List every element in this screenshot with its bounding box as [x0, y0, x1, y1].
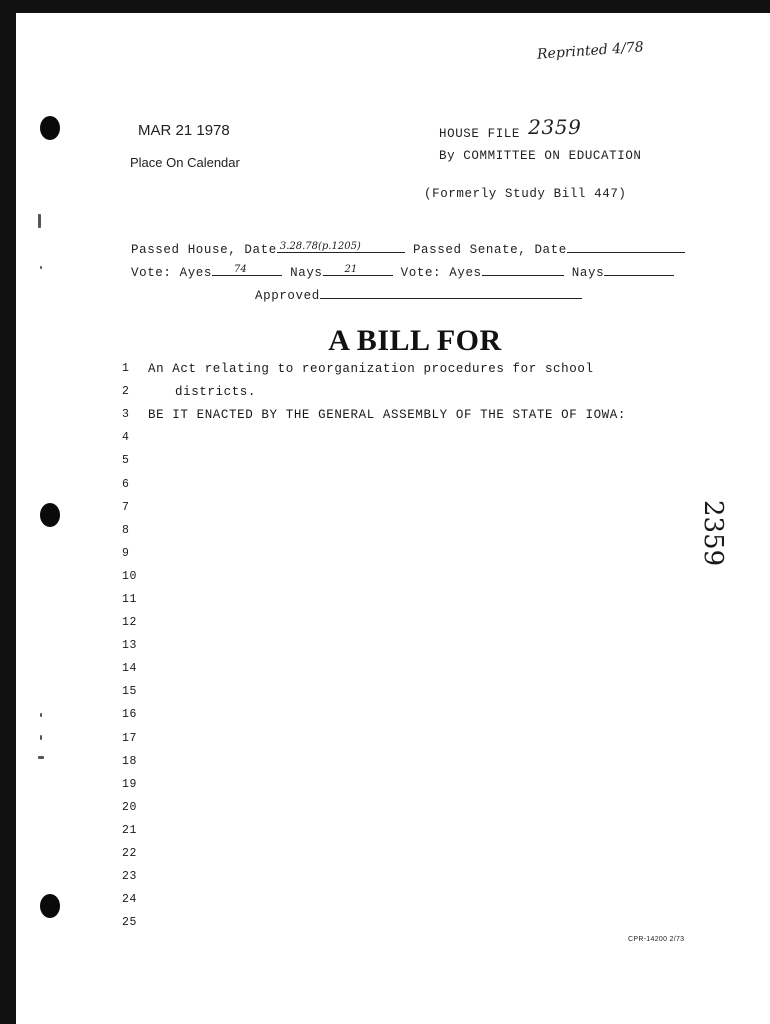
calendar-stamp: Place On Calendar — [130, 155, 240, 170]
line-number: 4 — [122, 431, 130, 445]
approved-blank — [320, 286, 582, 299]
bill-line — [122, 426, 626, 449]
bill-line — [122, 911, 626, 934]
line-number: 20 — [122, 800, 138, 814]
bill-line — [122, 634, 626, 657]
senate-ayes-label: Vote: Ayes — [400, 266, 482, 280]
house-nays-label: Nays — [290, 266, 323, 280]
approved-line — [255, 286, 582, 303]
line-text: An Act relating to reorganization procedures for school — [148, 361, 594, 376]
line-number: 16 — [122, 708, 138, 722]
bill-line — [122, 727, 626, 750]
line-number: 19 — [122, 777, 138, 791]
by-line: By COMMITTEE ON EDUCATION — [439, 149, 642, 163]
bill-title: A BILL FOR — [328, 324, 502, 357]
senate-ayes-blank — [482, 263, 564, 276]
line-text: BE IT ENACTED BY THE GENERAL ASSEMBLY OF THE STATE OF IOWA: — [148, 407, 626, 422]
house-ayes-blank — [212, 263, 282, 276]
punch-hole — [40, 503, 60, 527]
senate-nays-label: Nays — [571, 266, 605, 280]
line-number: 22 — [122, 847, 138, 861]
bill-line — [122, 565, 626, 588]
line-number: 17 — [122, 731, 138, 745]
bill-line — [122, 380, 626, 403]
line-number: 13 — [122, 639, 138, 653]
bill-line — [122, 750, 626, 773]
bill-line — [122, 842, 626, 865]
passed-line — [131, 240, 685, 257]
bill-line — [122, 542, 626, 565]
bill-line — [122, 588, 626, 611]
approved-label: Approved — [255, 289, 320, 303]
bill-line — [122, 819, 626, 842]
bill-line — [122, 796, 626, 819]
line-number: 25 — [122, 916, 138, 930]
passed-house-date: 3.28.78(p.1205) — [279, 241, 361, 252]
margin-file-number: 2359 — [698, 500, 728, 567]
bill-line — [122, 773, 626, 796]
line-number: 1 — [122, 362, 130, 376]
house-nays-value: 21 — [344, 264, 358, 275]
bill-lines — [122, 357, 626, 934]
bill-line — [122, 888, 626, 911]
bill-line — [122, 611, 626, 634]
line-number: 9 — [122, 546, 130, 560]
house-ayes-label: Vote: Ayes — [131, 266, 213, 280]
line-number: 10 — [122, 569, 138, 583]
date-stamp: MAR 21 1978 — [138, 122, 230, 139]
bill-line — [122, 403, 626, 426]
house-ayes-value: 74 — [234, 264, 247, 275]
line-text: districts. — [175, 384, 257, 399]
vote-line — [131, 263, 674, 280]
line-number: 14 — [122, 662, 138, 676]
scan-speck — [40, 735, 42, 740]
bill-line — [122, 449, 626, 472]
line-number: 3 — [122, 408, 130, 422]
bill-line — [122, 657, 626, 680]
line-number: 2 — [122, 385, 130, 399]
passed-senate-blank — [567, 240, 685, 253]
line-number: 21 — [122, 823, 138, 837]
scan-speck — [38, 214, 41, 228]
scan-top-edge — [0, 0, 770, 13]
form-code: CPR-14200 2/73 — [628, 936, 685, 943]
house-file-heading — [439, 115, 582, 142]
line-number: 18 — [122, 754, 138, 768]
punch-hole — [40, 894, 60, 918]
house-file-label: HOUSE FILE — [439, 127, 521, 141]
formerly-line: (Formerly Study Bill 447) — [424, 187, 627, 201]
line-number: 23 — [122, 870, 138, 884]
line-number: 7 — [122, 500, 130, 514]
scan-left-edge — [0, 0, 16, 1024]
house-nays-blank — [323, 263, 393, 276]
passed-house-blank — [277, 240, 405, 253]
line-number: 8 — [122, 523, 130, 537]
line-number: 15 — [122, 685, 138, 699]
scan-speck — [38, 756, 44, 759]
bill-line — [122, 703, 626, 726]
bill-line — [122, 496, 626, 519]
scan-speck — [40, 713, 42, 717]
line-number: 12 — [122, 616, 138, 630]
reprinted-note: Reprinted 4/78 — [536, 39, 645, 63]
passed-senate-label: Passed Senate, Date — [412, 243, 567, 257]
line-number: 24 — [122, 893, 138, 907]
house-file-number: 2359 — [528, 115, 582, 139]
senate-nays-blank — [604, 263, 674, 276]
bill-line — [122, 472, 626, 495]
passed-house-label: Passed House, Date — [131, 243, 277, 257]
line-number: 11 — [122, 592, 138, 606]
scan-speck — [40, 266, 42, 269]
punch-hole — [40, 116, 60, 140]
line-number: 5 — [122, 454, 130, 468]
line-number: 6 — [122, 477, 130, 491]
bill-line — [122, 519, 626, 542]
bill-line — [122, 680, 626, 703]
bill-line — [122, 865, 626, 888]
bill-line — [122, 357, 626, 380]
